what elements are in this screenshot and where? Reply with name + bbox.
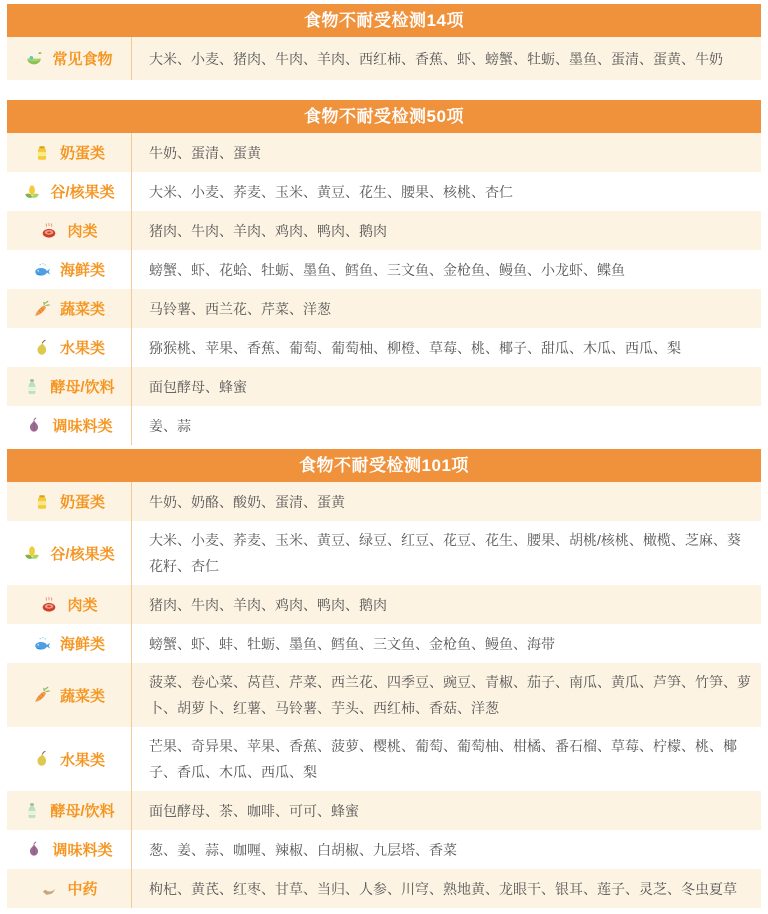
category-label: 海鲜类 bbox=[59, 636, 105, 653]
food-items-text: 葱、姜、蒜、咖喱、辣椒、白胡椒、九层塔、香菜 bbox=[131, 830, 761, 869]
pear-icon bbox=[33, 750, 51, 768]
food-items-text: 螃蟹、虾、蚌、牡蛎、墨鱼、鳕鱼、三文鱼、金枪鱼、鳗鱼、海带 bbox=[131, 624, 761, 663]
category-cell bbox=[7, 482, 131, 521]
category-label: 奶蛋类 bbox=[59, 145, 105, 162]
food-items-text: 螃蟹、虾、花蛤、牡蛎、墨鱼、鳕鱼、三文鱼、金枪鱼、鳗鱼、小龙虾、鲽鱼 bbox=[131, 250, 761, 289]
table-row bbox=[7, 624, 761, 663]
table-row bbox=[7, 585, 761, 624]
table-row bbox=[7, 172, 761, 211]
food-items-text: 菠菜、卷心菜、莴苣、芹菜、西兰花、四季豆、豌豆、青椒、茄子、南瓜、黄瓜、芦笋、竹笋、萝卜、胡萝卜、红薯、马铃薯、芋头、西红柿、香菇、洋葱 bbox=[131, 663, 761, 727]
fish-icon bbox=[33, 261, 51, 279]
food-items-text: 姜、蒜 bbox=[131, 406, 761, 445]
food-items-text: 大米、小麦、荞麦、玉米、黄豆、花生、腰果、核桃、杏仁 bbox=[131, 172, 761, 211]
food-items-text: 猕猴桃、苹果、香蕉、葡萄、葡萄柚、柳橙、草莓、桃、椰子、甜瓜、木瓜、西瓜、梨 bbox=[131, 328, 761, 367]
food-items-text: 猪肉、牛肉、羊肉、鸡肉、鸭肉、鹅肉 bbox=[131, 211, 761, 250]
table-title: 食物不耐受检测101项 bbox=[7, 449, 761, 482]
category-label: 酵母/饮料 bbox=[50, 803, 115, 820]
category-label: 谷/核果类 bbox=[50, 184, 115, 201]
table-row bbox=[7, 521, 761, 585]
grain-icon bbox=[23, 544, 41, 562]
category-cell bbox=[7, 406, 131, 445]
pear-icon bbox=[33, 339, 51, 357]
category-label: 水果类 bbox=[59, 340, 105, 357]
category-cell bbox=[7, 367, 131, 406]
food-items-text: 大米、小麦、猪肉、牛肉、羊肉、西红柿、香蕉、虾、螃蟹、牡蛎、墨鱼、蛋清、蛋黄、牛奶 bbox=[131, 37, 761, 80]
table-row bbox=[7, 830, 761, 869]
category-label: 水果类 bbox=[59, 751, 105, 769]
category-label: 酵母/饮料 bbox=[50, 379, 115, 396]
category-label: 肉类 bbox=[67, 223, 98, 240]
table-row bbox=[7, 289, 761, 328]
table-row bbox=[7, 133, 761, 172]
meat-icon bbox=[40, 222, 58, 240]
category-cell bbox=[7, 250, 131, 289]
food-items-text: 大米、小麦、荞麦、玉米、黄豆、绿豆、红豆、花豆、花生、腰果、胡桃/核桃、橄榄、芝麻、葵花籽、杏仁 bbox=[131, 521, 761, 585]
category-label: 肉类 bbox=[67, 597, 98, 614]
herb-icon bbox=[40, 880, 58, 898]
category-label: 蔬菜类 bbox=[59, 687, 105, 705]
table-row bbox=[7, 328, 761, 367]
table-row bbox=[7, 250, 761, 289]
food-test-table-1 bbox=[7, 4, 761, 80]
milk-carton-icon bbox=[33, 493, 51, 511]
table-row bbox=[7, 406, 761, 445]
food-test-table-3 bbox=[7, 449, 761, 908]
food-items-text: 猪肉、牛肉、羊肉、鸡肉、鸭肉、鹅肉 bbox=[131, 585, 761, 624]
category-label: 中药 bbox=[67, 881, 98, 898]
category-label: 常见食物 bbox=[52, 51, 113, 68]
category-label: 谷/核果类 bbox=[50, 545, 115, 563]
table-row bbox=[7, 663, 761, 727]
carrot-icon bbox=[33, 686, 51, 704]
category-label: 奶蛋类 bbox=[59, 494, 105, 511]
category-cell bbox=[7, 727, 131, 791]
food-items-text: 芒果、奇异果、苹果、香蕉、菠萝、樱桃、葡萄、葡萄柚、柑橘、番石榴、草莓、柠檬、桃、椰子、香瓜、木瓜、西瓜、梨 bbox=[131, 727, 761, 791]
food-items-text: 枸杞、黄芪、红枣、甘草、当归、人参、川穹、熟地黄、龙眼干、银耳、莲子、灵芝、冬虫夏草 bbox=[131, 869, 761, 908]
category-cell bbox=[7, 585, 131, 624]
grain-icon bbox=[23, 183, 41, 201]
category-cell bbox=[7, 869, 131, 908]
bottle-icon bbox=[23, 802, 41, 820]
food-items-text: 马铃薯、西兰花、芹菜、洋葱 bbox=[131, 289, 761, 328]
category-cell bbox=[7, 791, 131, 830]
food-test-table-2 bbox=[7, 100, 761, 445]
category-cell bbox=[7, 289, 131, 328]
fish-icon bbox=[33, 635, 51, 653]
category-cell bbox=[7, 211, 131, 250]
table-title: 食物不耐受检测14项 bbox=[7, 4, 761, 37]
food-items-text: 牛奶、蛋清、蛋黄 bbox=[131, 133, 761, 172]
table-row bbox=[7, 482, 761, 521]
garlic-icon bbox=[25, 417, 43, 435]
category-cell bbox=[7, 133, 131, 172]
salad-bowl-icon bbox=[25, 50, 43, 68]
bottle-icon bbox=[23, 378, 41, 396]
category-cell bbox=[7, 521, 131, 585]
category-cell bbox=[7, 172, 131, 211]
category-label: 蔬菜类 bbox=[59, 301, 105, 318]
food-items-text: 面包酵母、蜂蜜 bbox=[131, 367, 761, 406]
category-cell bbox=[7, 328, 131, 367]
meat-icon bbox=[40, 596, 58, 614]
table-title: 食物不耐受检测50项 bbox=[7, 100, 761, 133]
category-cell bbox=[7, 830, 131, 869]
category-label: 调味料类 bbox=[52, 418, 113, 435]
table-row bbox=[7, 37, 761, 80]
carrot-icon bbox=[33, 300, 51, 318]
category-label: 海鲜类 bbox=[59, 262, 105, 279]
milk-carton-icon bbox=[33, 144, 51, 162]
category-label: 调味料类 bbox=[52, 842, 113, 859]
table-row bbox=[7, 211, 761, 250]
category-cell bbox=[7, 663, 131, 727]
category-cell bbox=[7, 624, 131, 663]
table-row bbox=[7, 727, 761, 791]
food-items-text: 面包酵母、茶、咖啡、可可、蜂蜜 bbox=[131, 791, 761, 830]
table-row bbox=[7, 367, 761, 406]
table-row bbox=[7, 791, 761, 830]
table-row bbox=[7, 869, 761, 908]
category-cell bbox=[7, 37, 131, 80]
garlic-icon bbox=[25, 841, 43, 859]
food-items-text: 牛奶、奶酪、酸奶、蛋清、蛋黄 bbox=[131, 482, 761, 521]
